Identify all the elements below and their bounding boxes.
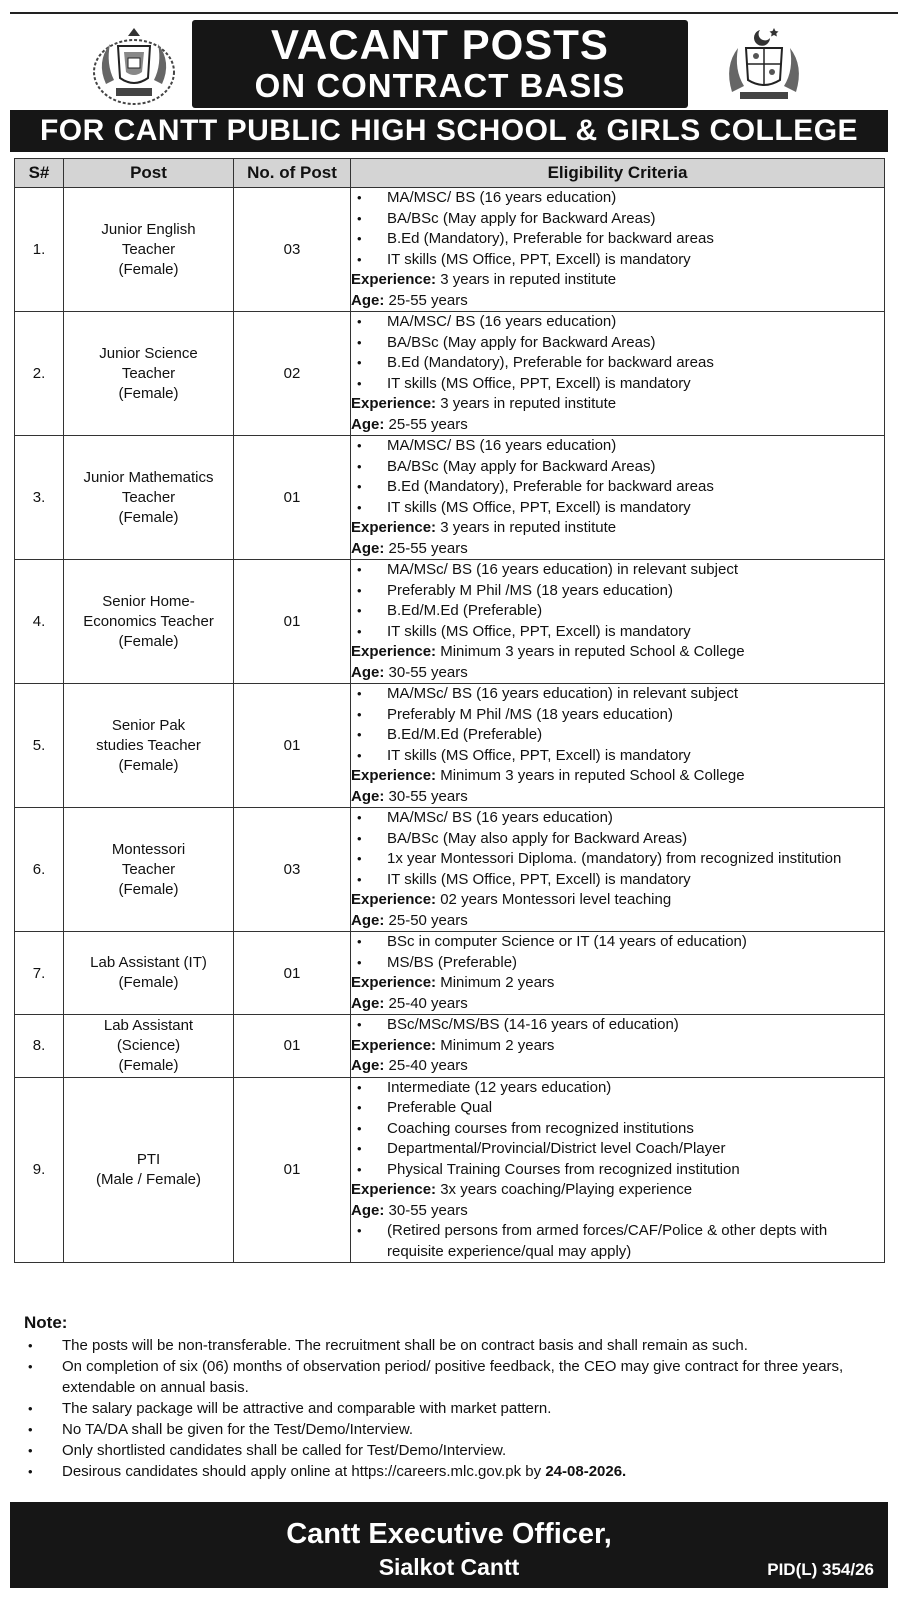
header-post: Post: [64, 159, 234, 188]
criteria-list: [351, 560, 884, 642]
footer: [10, 1502, 888, 1588]
criteria-extra-list: [351, 1221, 884, 1262]
note-item: • No TA/DA shall be given for the Test/Demo/Interview.: [24, 1419, 884, 1440]
post-title-line: (Female): [118, 974, 179, 991]
post-title-line: Teacher: [121, 240, 176, 258]
post-title-line: (Female): [118, 632, 179, 650]
criteria-list: [351, 808, 884, 890]
experience-value: Minimum 3 years in reputed School & College: [440, 767, 745, 784]
criteria-item: • BA/BSc (May apply for Backward Areas): [351, 333, 884, 354]
experience-label: Experience:: [351, 974, 437, 991]
table-row: [15, 560, 885, 684]
post-title-line: Senior Pak: [111, 716, 186, 734]
row-eligibility: [351, 1015, 885, 1078]
age-line: [351, 1201, 884, 1222]
title-box: [192, 20, 688, 108]
post-title-line: Junior Science: [99, 344, 198, 362]
criteria-item: • IT skills (MS Office, PPT, Excell) is mandatory: [351, 374, 884, 395]
criteria-item: • B.Ed (Mandatory), Preferable for backward areas: [351, 353, 884, 374]
criteria-item: • 1x year Montessori Diploma. (mandatory) from recognized institution: [351, 849, 884, 870]
table-header-row: [15, 159, 885, 188]
pid-number: PID(L) 354/26: [767, 1560, 874, 1579]
criteria-item: • Physical Training Courses from recognized institution: [351, 1160, 884, 1181]
age-line: [351, 787, 884, 808]
row-post-title: [64, 1077, 234, 1263]
post-title-line: (Science): [116, 1036, 181, 1054]
row-serial: 9.: [15, 1077, 64, 1263]
footer-location: Sialkot Cantt: [378, 1554, 520, 1580]
row-eligibility: [351, 684, 885, 808]
row-post-count: 01: [234, 1015, 351, 1078]
criteria-item: • Departmental/Provincial/District level Coach/Player: [351, 1139, 884, 1160]
table-row: [15, 1015, 885, 1078]
criteria-list: [351, 312, 884, 394]
criteria-list: [351, 684, 884, 766]
row-eligibility: [351, 932, 885, 1015]
criteria-item: • MA/MSC/ BS (16 years education): [351, 312, 884, 333]
post-title-line: (Female): [118, 508, 179, 526]
criteria-item: • MA/MSc/ BS (16 years education) in relevant subject: [351, 560, 884, 581]
experience-line: [351, 973, 884, 994]
post-title-line: (Female): [118, 880, 179, 898]
school-crest-icon: [90, 22, 178, 110]
age-value: 25-50 years: [388, 911, 468, 929]
note-item: • Only shortlisted candidates shall be called for Test/Demo/Interview.: [24, 1440, 884, 1461]
age-label: Age:: [351, 663, 385, 681]
experience-label: Experience:: [351, 519, 437, 536]
experience-line: [351, 766, 884, 787]
experience-label: Experience:: [351, 767, 437, 784]
post-title-line: studies Teacher: [96, 736, 201, 754]
row-post-title: [64, 436, 234, 560]
experience-label: Experience:: [351, 643, 437, 660]
criteria-item: • BA/BSc (May apply for Backward Areas): [351, 209, 884, 230]
criteria-item: • BSc in computer Science or IT (14 years of education): [351, 932, 884, 953]
post-title-line: (Female): [118, 384, 179, 402]
age-value: 25-40 years: [388, 1057, 468, 1074]
post-title-line: Lab Assistant (IT): [90, 954, 207, 971]
experience-label: Experience:: [351, 395, 437, 412]
vacancy-table: [14, 158, 885, 1263]
age-line: [351, 415, 884, 436]
post-title-line: Teacher: [121, 488, 176, 506]
header-criteria: Eligibility Criteria: [351, 159, 885, 188]
row-post-title: [64, 808, 234, 932]
criteria-item: • IT skills (MS Office, PPT, Excell) is mandatory: [351, 622, 884, 643]
row-post-title: [64, 188, 234, 312]
age-value: 30-55 years: [388, 787, 468, 805]
header-sno: S#: [15, 159, 64, 188]
age-value: 30-55 years: [388, 1201, 468, 1219]
post-title-line: Teacher: [121, 860, 176, 878]
row-post-title: [64, 684, 234, 808]
table-row: [15, 1077, 885, 1263]
age-value: 25-55 years: [388, 415, 468, 433]
criteria-item: • MA/MSC/ BS (16 years education): [351, 188, 884, 209]
experience-label: Experience:: [351, 1181, 437, 1198]
row-serial: 6.: [15, 808, 64, 932]
age-label: Age:: [351, 1201, 385, 1219]
criteria-item: • IT skills (MS Office, PPT, Excell) is mandatory: [351, 498, 884, 519]
experience-value: Minimum 2 years: [440, 974, 555, 991]
age-label: Age:: [351, 994, 385, 1012]
notes-list: [24, 1335, 884, 1482]
note-item: • The posts will be non-transferable. The recruitment shall be on contract basis and shall remain as such.: [24, 1335, 884, 1356]
criteria-item: • BA/BSc (May apply for Backward Areas): [351, 457, 884, 478]
criteria-item: • Coaching courses from recognized institutions: [351, 1119, 884, 1140]
post-title-line: Junior English: [101, 220, 196, 238]
title-line-2: ON CONTRACT BASIS: [254, 67, 626, 104]
criteria-item: • B.Ed/M.Ed (Preferable): [351, 601, 884, 622]
experience-value: 3 years in reputed institute: [440, 519, 617, 536]
experience-line: [351, 394, 884, 415]
post-title-line: (Female): [118, 1056, 179, 1074]
post-title-line: Economics Teacher: [83, 612, 214, 630]
age-line: [351, 994, 884, 1015]
experience-value: 3 years in reputed institute: [440, 395, 617, 412]
row-post-count: 02: [234, 312, 351, 436]
criteria-item: • IT skills (MS Office, PPT, Excell) is mandatory: [351, 746, 884, 767]
criteria-item: • Intermediate (12 years education): [351, 1078, 884, 1099]
apply-deadline: 24-08-2026.: [545, 1463, 627, 1480]
age-value: 25-55 years: [388, 539, 468, 557]
age-label: Age:: [351, 787, 385, 805]
table-row: [15, 808, 885, 932]
row-eligibility: [351, 808, 885, 932]
criteria-item: • BSc/MSc/MS/BS (14-16 years of education): [351, 1015, 884, 1036]
row-post-title: [64, 560, 234, 684]
row-serial: 2.: [15, 312, 64, 436]
footer-officer: Cantt Executive Officer,: [286, 1518, 612, 1550]
post-title-line: (Female): [118, 756, 179, 774]
row-post-count: 01: [234, 560, 351, 684]
age-line: [351, 663, 884, 684]
post-title-line: Montessori: [111, 840, 186, 858]
criteria-list: [351, 1078, 884, 1181]
row-eligibility: [351, 312, 885, 436]
row-serial: 3.: [15, 436, 64, 560]
age-line: [351, 291, 884, 312]
experience-value: 02 years Montessori level teaching: [440, 891, 672, 908]
age-value: 30-55 years: [388, 663, 468, 681]
row-post-title: [64, 1015, 234, 1078]
row-post-count: 01: [234, 684, 351, 808]
row-serial: 1.: [15, 188, 64, 312]
header-count: No. of Post: [234, 159, 351, 188]
row-eligibility: [351, 436, 885, 560]
age-label: Age:: [351, 415, 385, 433]
note-item: • On completion of six (06) months of observation period/ positive feedback, the CEO may give contract for three years, extendable on annual basis.: [24, 1356, 884, 1398]
notes-title: Note:: [24, 1313, 68, 1332]
row-post-count: 01: [234, 932, 351, 1015]
experience-value: 3x years coaching/Playing experience: [440, 1181, 693, 1198]
note-item-apply: [24, 1461, 884, 1482]
row-post-count: 03: [234, 808, 351, 932]
experience-value: Minimum 3 years in reputed School & College: [440, 643, 745, 660]
row-eligibility: [351, 560, 885, 684]
experience-line: [351, 1180, 884, 1201]
criteria-item: • MA/MSC/ BS (16 years education): [351, 436, 884, 457]
row-serial: 5.: [15, 684, 64, 808]
experience-line: [351, 518, 884, 539]
criteria-list: [351, 188, 884, 270]
age-label: Age:: [351, 539, 385, 557]
post-title-line: Senior Home-: [102, 592, 195, 610]
age-value: 25-40 years: [388, 994, 468, 1012]
experience-value: 3 years in reputed institute: [440, 271, 617, 288]
table-row: [15, 436, 885, 560]
criteria-item: • Preferably M Phil /MS (18 years education): [351, 581, 884, 602]
criteria-item: • B.Ed/M.Ed (Preferable): [351, 725, 884, 746]
criteria-list: [351, 932, 884, 973]
row-serial: 4.: [15, 560, 64, 684]
criteria-item: • B.Ed (Mandatory), Preferable for backward areas: [351, 229, 884, 250]
criteria-item: • Preferably M Phil /MS (18 years education): [351, 705, 884, 726]
experience-line: [351, 890, 884, 911]
institution-banner: FOR CANTT PUBLIC HIGH SCHOOL & GIRLS COLLEGE: [10, 110, 888, 152]
experience-label: Experience:: [351, 1036, 437, 1054]
criteria-item: • MA/MSc/ BS (16 years education): [351, 808, 884, 829]
criteria-item: • B.Ed (Mandatory), Preferable for backward areas: [351, 477, 884, 498]
criteria-extra-item: • (Retired persons from armed forces/CAF/Police & other depts with requisite experience/qual may apply): [351, 1221, 884, 1262]
table-row: [15, 684, 885, 808]
pakistan-emblem-icon: [720, 22, 808, 110]
criteria-item: • MS/BS (Preferable): [351, 953, 884, 974]
apply-text: Desirous candidates should apply online at https://careers.mlc.gov.pk by: [62, 1463, 542, 1480]
top-rule: [10, 12, 898, 14]
row-post-count: 01: [234, 436, 351, 560]
post-title-line: Junior Mathematics: [83, 468, 214, 486]
post-title-line: Lab Assistant: [103, 1016, 194, 1034]
note-item: • The salary package will be attractive and comparable with market pattern.: [24, 1398, 884, 1419]
criteria-item: • Preferable Qual: [351, 1098, 884, 1119]
criteria-list: [351, 436, 884, 518]
title-line-1: VACANT POSTS: [271, 21, 609, 68]
criteria-item: • IT skills (MS Office, PPT, Excell) is mandatory: [351, 870, 884, 891]
notes-section: [24, 1312, 884, 1482]
age-label: Age:: [351, 291, 385, 309]
age-line: [351, 1056, 884, 1077]
experience-line: [351, 642, 884, 663]
table-row: [15, 932, 885, 1015]
post-title-line: (Female): [118, 260, 179, 278]
criteria-item: • IT skills (MS Office, PPT, Excell) is mandatory: [351, 250, 884, 271]
row-post-title: [64, 932, 234, 1015]
experience-label: Experience:: [351, 891, 437, 908]
criteria-item: • BA/BSc (May also apply for Backward Areas): [351, 829, 884, 850]
age-line: [351, 539, 884, 560]
criteria-item: • MA/MSc/ BS (16 years education) in relevant subject: [351, 684, 884, 705]
criteria-list: [351, 1015, 884, 1036]
row-serial: 7.: [15, 932, 64, 1015]
age-value: 25-55 years: [388, 291, 468, 309]
row-eligibility: [351, 188, 885, 312]
row-post-title: [64, 312, 234, 436]
post-title-line: Teacher: [121, 364, 176, 382]
age-line: [351, 911, 884, 932]
row-eligibility: [351, 1077, 885, 1263]
post-title-line: PTI: [136, 1150, 161, 1168]
age-label: Age:: [351, 1057, 385, 1074]
experience-label: Experience:: [351, 271, 437, 288]
row-serial: 8.: [15, 1015, 64, 1078]
post-title-line: (Male / Female): [95, 1170, 202, 1188]
experience-value: Minimum 2 years: [440, 1036, 555, 1054]
experience-line: [351, 1036, 884, 1057]
table-row: [15, 312, 885, 436]
table-row: [15, 188, 885, 312]
row-post-count: 03: [234, 188, 351, 312]
experience-line: [351, 270, 884, 291]
age-label: Age:: [351, 911, 385, 929]
row-post-count: 01: [234, 1077, 351, 1263]
